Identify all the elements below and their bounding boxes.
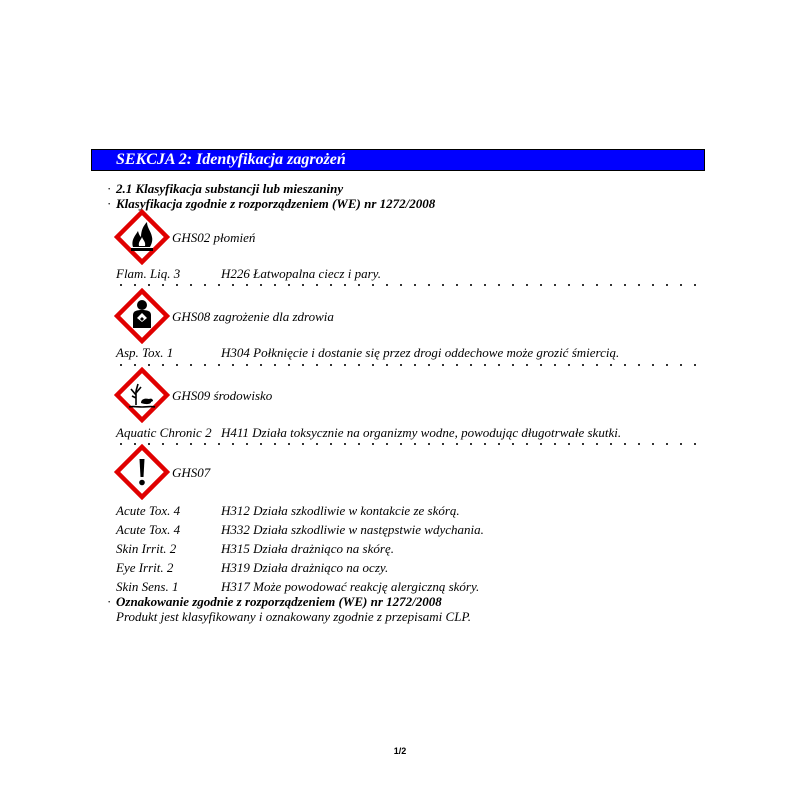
labelling-text: Produkt jest klasyfikowany i oznakowany zgodnie z przepisami CLP. — [116, 609, 471, 624]
exclamation-mark-icon — [114, 444, 170, 500]
hazard-statement: H317 Może powodować reakcję alergiczną skóry. — [221, 579, 480, 594]
hazard-statement: H304 Połknięcie i dostanie się przez drogi oddechowe może grozić śmiercią. — [221, 345, 620, 360]
hazard-class: Skin Irrit. 2 — [116, 541, 177, 556]
hazard-statement: H411 Działa toksycznie na organizmy wodne, powodując długotrwałe skutki. — [221, 425, 622, 440]
environment-icon — [114, 367, 170, 423]
hazard-class: Aquatic Chronic 2 — [116, 425, 212, 440]
page-number: 1/2 — [393, 746, 407, 756]
classification-title: Klasyfikacja zgodnie z rozporządzeniem (WE) nr 1272/2008 — [116, 196, 436, 211]
bullet: · — [107, 181, 112, 196]
bullet: · — [107, 196, 112, 211]
hazard-statement: H226 Łatwopalna ciecz i pary. — [221, 266, 381, 281]
pictogram-label: GHS08 zagrożenie dla zdrowia — [172, 309, 334, 324]
section-title: SEKCJA 2: Identyfikacja zagrożeń — [116, 151, 346, 168]
dotted-separator — [114, 284, 700, 286]
dotted-separator — [114, 443, 700, 445]
pictogram-label: GHS02 płomień — [172, 230, 256, 245]
dotted-separator — [114, 364, 700, 366]
hazard-statement: H332 Działa szkodliwie w następstwie wdychania. — [221, 522, 484, 537]
hazard-statement: H315 Działa drażniąco na skórę. — [221, 541, 394, 556]
pictogram-label: GHS09 środowisko — [172, 388, 273, 403]
hazard-statement: H312 Działa szkodliwie w kontakcie ze skórą. — [221, 503, 460, 518]
flame-icon — [114, 209, 170, 265]
hazard-class: Acute Tox. 4 — [116, 503, 181, 518]
hazard-class: Asp. Tox. 1 — [116, 345, 174, 360]
hazard-class: Flam. Liq. 3 — [116, 266, 181, 281]
health-hazard-icon — [114, 288, 170, 344]
hazard-statement: H319 Działa drażniąco na oczy. — [221, 560, 389, 575]
hazard-class: Acute Tox. 4 — [116, 522, 181, 537]
hazard-class: Eye Irrit. 2 — [116, 560, 174, 575]
section-header — [91, 149, 705, 171]
hazard-class: Skin Sens. 1 — [116, 579, 179, 594]
labelling-title: Oznakowanie zgodnie z rozporządzeniem (WE) nr 1272/2008 — [116, 594, 442, 609]
bullet: · — [107, 594, 112, 609]
pictogram-label: GHS07 — [172, 465, 211, 480]
subsection-title: 2.1 Klasyfikacja substancji lub mieszaniny — [116, 181, 344, 196]
